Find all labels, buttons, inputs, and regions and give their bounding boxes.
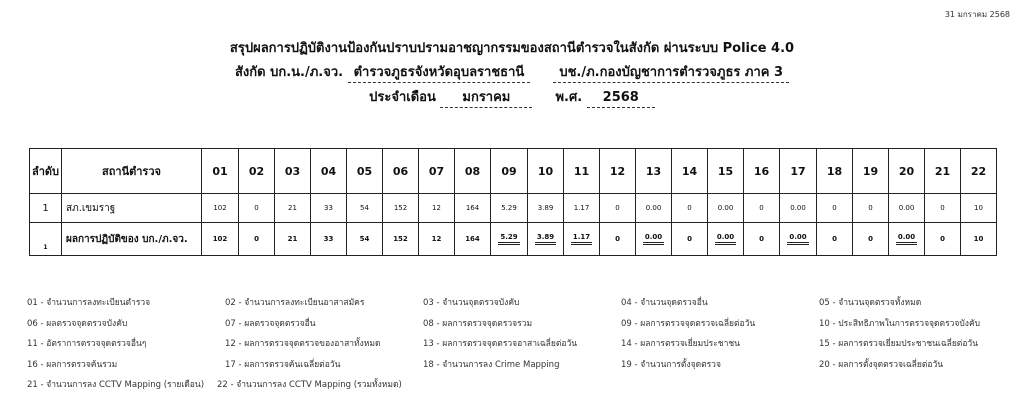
cell-col-13: 0.00 <box>636 194 672 223</box>
header-col-17: 17 <box>780 149 817 194</box>
legend-item: 10 - ประสิทธิภาพในการตรวจจุดตรวจบังคับ <box>819 318 981 329</box>
summary-label: ผลการปฏิบัติของ บก./ภ.จว. <box>62 223 202 256</box>
affiliation-value: ตำรวจภูธรจังหวัดอุบลราชธานี <box>348 64 531 83</box>
cell-col-17: 0.00 <box>780 194 817 223</box>
cell-col-07: 12 <box>419 194 455 223</box>
report-title: สรุปผลการปฏิบัติงานป้องกันปราบปรามอาชญากรรมของสถานีตำรวจในสังกัด ผ่านระบบ Police 4.0 <box>229 41 795 56</box>
legend-item: 21 - จำนวนการลง CCTV Mapping (รายเดือน) <box>27 380 205 391</box>
cell-col-01: 102 <box>202 194 239 223</box>
legend-item: 15 - ผลการตรวจเยี่ยมประชาชนเฉลี่ยต่อวัน <box>819 339 979 350</box>
header-station: สถานีตำรวจ <box>62 149 202 194</box>
month-value: มกราคม <box>440 89 532 108</box>
legend-item: 06 - ผลตรวจจุดตรวจบังคับ <box>27 318 128 329</box>
legend-item: 01 - จำนวนการลงทะเบียนตำรวจ <box>27 298 151 309</box>
header-col-12: 12 <box>600 149 636 194</box>
legend-item: 11 - อัตราการตรวจจุดตรวจอื่นๆ <box>27 339 147 350</box>
year-value: 2568 <box>587 89 655 108</box>
header-col-03: 03 <box>275 149 311 194</box>
summary-col-12: 0 <box>600 223 636 256</box>
affiliation-label: สังกัด บก.น./ภ.จว. <box>234 65 344 80</box>
header-col-19: 19 <box>853 149 889 194</box>
cell-col-14: 0 <box>672 194 708 223</box>
cell-col-20: 0.00 <box>889 194 925 223</box>
cell-col-06: 152 <box>383 194 419 223</box>
cell-col-16: 0 <box>744 194 780 223</box>
summary-col-05: 54 <box>347 223 383 256</box>
summary-number: 1 <box>30 223 62 256</box>
period-line <box>0 89 1024 108</box>
results-table <box>29 148 997 256</box>
legend-item: 03 - จำนวนจุดตรวจบังคับ <box>423 298 520 309</box>
legend-item: 20 - ผลการตั้งจุดตรวจเฉลี่ยต่อวัน <box>819 359 944 370</box>
header-col-10: 10 <box>528 149 564 194</box>
summary-col-19: 0 <box>853 223 889 256</box>
cell-col-19: 0 <box>853 194 889 223</box>
header-col-14: 14 <box>672 149 708 194</box>
summary-col-14: 0 <box>672 223 708 256</box>
header-col-08: 08 <box>455 149 491 194</box>
station-name: สภ.เขมราฐ <box>62 194 202 223</box>
legend-item: 12 - ผลการตรวจจุดตรวจของอาสาทั้งหมด <box>225 339 381 350</box>
summary-col-07: 12 <box>419 223 455 256</box>
legend-item: 08 - ผลการตรวจจุดตรวจรวม <box>423 318 533 329</box>
summary-col-22: 10 <box>961 223 997 256</box>
header-col-04: 04 <box>311 149 347 194</box>
legend-item: 02 - จำนวนการลงทะเบียนอาสาสมัคร <box>225 298 365 309</box>
header-col-13: 13 <box>636 149 672 194</box>
summary-col-10: 3.89 <box>528 223 564 256</box>
legend-item: 19 - จำนวนการตั้งจุดตรวจ <box>621 359 721 370</box>
summary-col-01: 102 <box>202 223 239 256</box>
summary-col-15: 0.00 <box>708 223 744 256</box>
header-col-16: 16 <box>744 149 780 194</box>
legend-item: 22 - จำนวนการลง CCTV Mapping (รวมทั้งหมด) <box>217 380 402 391</box>
table-header-row <box>30 149 997 194</box>
header-col-21: 21 <box>925 149 961 194</box>
cell-col-21: 0 <box>925 194 961 223</box>
summary-col-03: 21 <box>275 223 311 256</box>
cell-col-04: 33 <box>311 194 347 223</box>
header-col-18: 18 <box>817 149 853 194</box>
header-col-05: 05 <box>347 149 383 194</box>
legend-item: 05 - จำนวนจุดตรวจทั้งหมด <box>819 298 922 309</box>
cell-col-11: 1.17 <box>564 194 600 223</box>
report-date: 31 มกราคม 2568 <box>944 10 1010 19</box>
table-row <box>30 194 997 223</box>
legend-item: 18 - จำนวนการลง Crime Mapping <box>423 359 560 370</box>
header-col-20: 20 <box>889 149 925 194</box>
year-label: พ.ศ. <box>555 90 583 105</box>
command-label: บช./ภ.กองบัญชาการตำรวจภูธร ภาค 3 <box>553 64 789 83</box>
legend-item: 04 - จำนวนจุดตรวจอื่น <box>621 298 708 309</box>
legend-item: 09 - ผลการตรวจจุดตรวจเฉลี่ยต่อวัน <box>621 318 756 329</box>
affiliation-line <box>0 64 1024 83</box>
cell-col-10: 3.89 <box>528 194 564 223</box>
summary-col-16: 0 <box>744 223 780 256</box>
summary-col-20: 0.00 <box>889 223 925 256</box>
header-col-15: 15 <box>708 149 744 194</box>
cell-col-02: 0 <box>239 194 275 223</box>
row-number: 1 <box>30 194 62 223</box>
legend-item: 17 - ผลการตรวจค้นเฉลี่ยต่อวัน <box>225 359 341 370</box>
cell-col-12: 0 <box>600 194 636 223</box>
header-col-11: 11 <box>564 149 600 194</box>
header-col-09: 09 <box>491 149 528 194</box>
header-col-07: 07 <box>419 149 455 194</box>
summary-col-18: 0 <box>817 223 853 256</box>
cell-col-05: 54 <box>347 194 383 223</box>
summary-col-09: 5.29 <box>491 223 528 256</box>
header-col-06: 06 <box>383 149 419 194</box>
summary-col-04: 33 <box>311 223 347 256</box>
cell-col-03: 21 <box>275 194 311 223</box>
cell-col-08: 164 <box>455 194 491 223</box>
legend-item: 14 - ผลการตรวจเยี่ยมประชาชน <box>621 339 740 350</box>
cell-col-18: 0 <box>817 194 853 223</box>
summary-col-17: 0.00 <box>780 223 817 256</box>
legend-item: 07 - ผลตรวจจุดตรวจอื่น <box>225 318 316 329</box>
header-col-01: 01 <box>202 149 239 194</box>
summary-col-02: 0 <box>239 223 275 256</box>
summary-col-08: 164 <box>455 223 491 256</box>
report-header <box>0 40 1024 108</box>
summary-col-06: 152 <box>383 223 419 256</box>
summary-row <box>30 223 997 256</box>
header-col-02: 02 <box>239 149 275 194</box>
summary-col-13: 0.00 <box>636 223 672 256</box>
cell-col-09: 5.29 <box>491 194 528 223</box>
column-legend <box>27 292 1017 395</box>
cell-col-22: 10 <box>961 194 997 223</box>
header-order: ลำดับ <box>30 149 62 194</box>
legend-item: 16 - ผลการตรวจค้นรวม <box>27 359 118 370</box>
header-col-22: 22 <box>961 149 997 194</box>
cell-col-15: 0.00 <box>708 194 744 223</box>
summary-col-11: 1.17 <box>564 223 600 256</box>
legend-item: 13 - ผลการตรวจจุดตรวจอาสาเฉลี่ยต่อวัน <box>423 339 578 350</box>
summary-col-21: 0 <box>925 223 961 256</box>
month-label: ประจำเดือน <box>369 90 436 105</box>
